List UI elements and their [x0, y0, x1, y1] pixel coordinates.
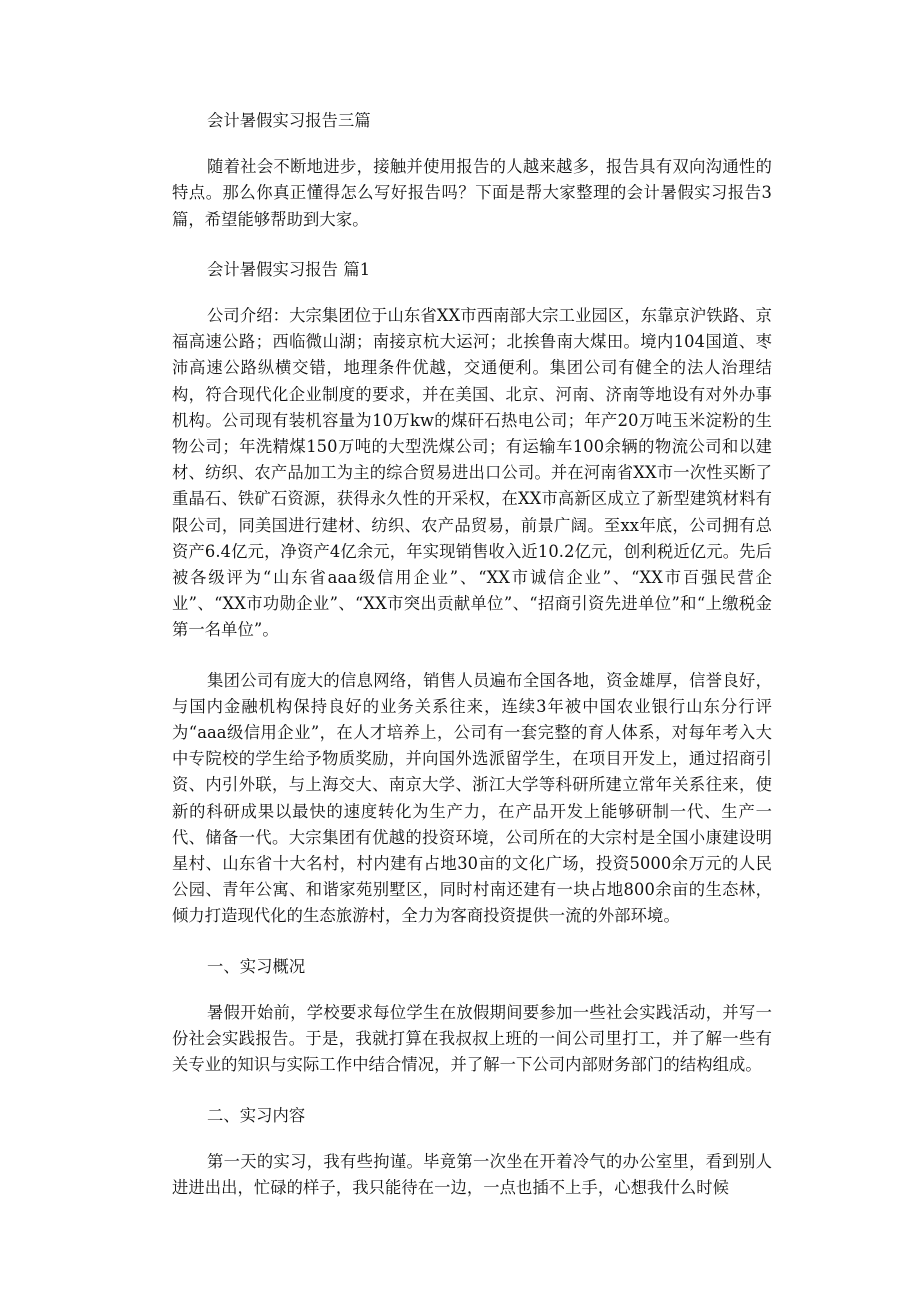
- document-page: [172, 108, 772, 1201]
- company-intro-paragraph: 公司介绍：大宗集团位于山东省XX市西南部大宗工业园区，东靠京沪铁路、京福高速公路；西临微山湖；南接京杭大运河；北挨鲁南大煤田。境内104国道、枣沛高速公路纵横交错，地理条件优越，交通便利。集团公司有健全的法人治理结构，符合现代化企业制度的要求，并在美国、北京、河南、济南等地设有对外办事机构。公司现有装机容量为10万kw的煤矸石热电公司；年产20万吨玉米淀粉的生物公司；年洗精煤150万吨的大型洗煤公司；有运输车100余辆的物流公司和以建材、纺织、农产品加工为主的综合贸易进出口公司。并在河南省XX市一次性买断了重晶石、铁矿石资源，获得永久性的开采权，在XX市高新区成立了新型建筑材料有限公司，同美国进行建材、纺织、农产品贸易，前景广阔。至xx年底，公司拥有总资产6.4亿元，净资产4亿余元，年实现销售收入近10.2亿元，创利税近亿元。先后被各级评为“山东省aaa级信用企业”、“XX市诚信企业”、“XX市百强民营企业”、“XX市功勋企业”、“XX市突出贡献单位”、“招商引资先进单位”和“上缴税金第一名单位”。: [172, 306, 772, 640]
- content-paragraph: 第一天的实习，我有些拘谨。毕竟第一次坐在开着冷气的办公室里，看到别人进进出出，忙碌的样子，我只能待在一边，一点也插不上手，心想我什么时候: [172, 1151, 772, 1197]
- intro-paragraph: 随着社会不断地进步，接触并使用报告的人越来越多，报告具有双向沟通性的特点。那么你真正懂得怎么写好报告吗？下面是帮大家整理的会计暑假实习报告3篇，希望能够帮助到大家。: [172, 157, 772, 229]
- document-title: 会计暑假实习报告三篇: [207, 111, 371, 130]
- section-heading-1: 会计暑假实习报告 篇1: [207, 259, 371, 279]
- overview-heading: 一、实习概况: [207, 956, 306, 976]
- company-network-paragraph: 集团公司有庞大的信息网络，销售人员遍布全国各地，资金雄厚，信誉良好，与国内金融机构保持良好的业务关系往来，连续3年被中国农业银行山东分行评为“aaa级信用企业”，在人才培养上，公司有一套完整的育人体系，对每年考入大中专院校的学生给予物质奖励，并向国外选派留学生，在项目开发上，通过招商引资、内引外联，与上海交大、南京大学、浙江大学等科研所建立常年关系往来，使新的科研成果以最快的速度转化为生产力，在产品开发上能够研制一代、生产一代、储备一代。大宗集团有优越的投资环境，公司所在的大宗村是全国小康建设明星村、山东省十大名村，村内建有占地30亩的文化广场，投资5000余万元的人民公园、青年公寓、和谐家苑别墅区，同时村南还建有一块占地800余亩的生态林，倾力打造现代化的生态旅游村，全力为客商投资提供一流的外部环境。: [172, 670, 772, 926]
- overview-paragraph: 暑假开始前，学校要求每位学生在放假期间要参加一些社会实践活动，并写一份社会实践报告。于是，我就打算在我叔叔上班的一间公司里打工，并了解一些有关专业的知识与实际工作中结合情况，并了解一下公司内部财务部门的结构组成。: [172, 1002, 772, 1075]
- content-heading: 二、实习内容: [207, 1105, 306, 1125]
